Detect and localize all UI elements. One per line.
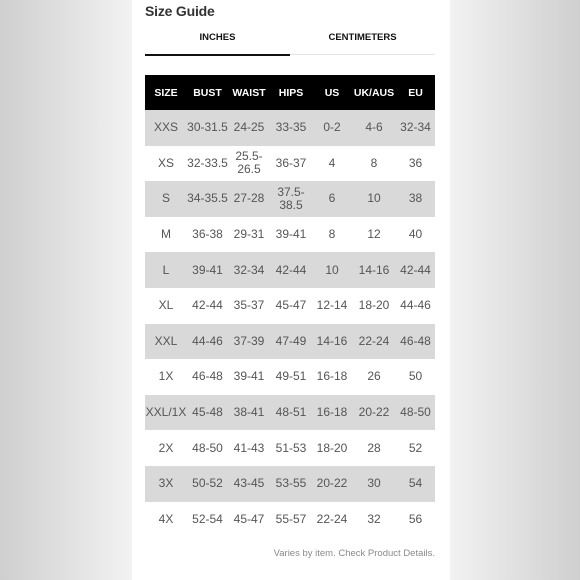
header-bust: BUST <box>187 75 228 110</box>
table-row <box>145 395 435 431</box>
cell-uk-aus: 20-22 <box>352 395 396 431</box>
cell-uk-aus: 14-16 <box>352 252 396 288</box>
cell-bust: 44-46 <box>187 324 228 360</box>
table-row <box>145 359 435 395</box>
cell-hips: 48-51 <box>270 395 312 431</box>
cell-size: 1X <box>158 369 174 384</box>
cell-eu: 36 <box>408 155 423 170</box>
background-left <box>0 0 132 580</box>
cell-us: 22-24 <box>316 511 348 526</box>
cell-hips: 39-41 <box>275 227 307 242</box>
table-row <box>145 502 435 538</box>
cell-waist: 37-39 <box>228 324 270 360</box>
cell-bust: 50-52 <box>187 466 228 502</box>
cell-eu: 54 <box>396 466 435 502</box>
cell-uk-aus: 12 <box>367 227 381 242</box>
cell-hips: 47-49 <box>270 324 312 360</box>
cell-size: 2X <box>158 440 174 455</box>
page-title: Size Guide <box>145 3 215 19</box>
cell-size: 3X <box>145 466 187 502</box>
cell-eu: 48-50 <box>396 395 435 431</box>
cell-size: M <box>161 227 171 242</box>
cell-size: L <box>145 252 187 288</box>
background-right <box>450 0 580 580</box>
cell-size: S <box>145 181 187 217</box>
footnote: Varies by item. Check Product Details. <box>273 548 435 559</box>
cell-hips: 53-55 <box>270 466 312 502</box>
cell-hips: 42-44 <box>270 252 312 288</box>
cell-hips: 37.5-38.5 <box>270 181 312 217</box>
cell-us: 6 <box>312 181 352 217</box>
table-header-row <box>145 75 435 110</box>
cell-waist: 25.5-26.5 <box>235 149 263 177</box>
cell-us: 8 <box>328 227 336 242</box>
cell-uk-aus: 4-6 <box>352 110 396 146</box>
cell-waist: 43-45 <box>228 466 270 502</box>
cell-us: 18-20 <box>316 440 348 455</box>
cell-hips: 55-57 <box>275 511 307 526</box>
cell-bust: 48-50 <box>192 440 223 455</box>
cell-uk-aus: 26 <box>367 369 381 384</box>
cell-hips: 49-51 <box>275 369 307 384</box>
cell-size: XXS <box>145 110 187 146</box>
cell-us: 14-16 <box>312 324 352 360</box>
header-uk-aus: UK/AUS <box>352 75 396 110</box>
cell-waist: 29-31 <box>233 227 265 242</box>
cell-eu: 56 <box>408 511 423 526</box>
cell-hips: 36-37 <box>275 155 307 170</box>
cell-bust: 30-31.5 <box>187 110 228 146</box>
cell-bust: 32-33.5 <box>187 155 228 170</box>
cell-eu: 52 <box>408 440 423 455</box>
cell-waist: 27-28 <box>228 181 270 217</box>
cell-size: XS <box>157 155 174 170</box>
size-table <box>145 75 435 537</box>
table-row <box>145 110 435 146</box>
cell-eu: 46-48 <box>396 324 435 360</box>
header-hips: HIPS <box>270 75 312 110</box>
header-us: US <box>312 75 352 110</box>
cell-waist: 24-25 <box>228 110 270 146</box>
cell-us: 16-18 <box>312 395 352 431</box>
cell-uk-aus: 18-20 <box>358 298 390 313</box>
cell-hips: 51-53 <box>275 440 307 455</box>
cell-eu: 50 <box>408 369 423 384</box>
table-row <box>145 252 435 288</box>
cell-uk-aus: 30 <box>352 466 396 502</box>
table-row <box>145 146 435 182</box>
cell-bust: 36-38 <box>192 227 223 242</box>
cell-size: 4X <box>158 511 174 526</box>
cell-us: 20-22 <box>312 466 352 502</box>
cell-us: 0-2 <box>312 110 352 146</box>
cell-waist: 39-41 <box>233 369 265 384</box>
cell-eu: 38 <box>396 181 435 217</box>
cell-size: XL <box>158 298 174 313</box>
cell-hips: 33-35 <box>270 110 312 146</box>
size-guide-panel <box>132 0 450 580</box>
cell-size: XXL/1X <box>145 395 187 431</box>
cell-bust: 45-48 <box>187 395 228 431</box>
cell-us: 12-14 <box>316 298 348 313</box>
table-body <box>145 110 435 537</box>
cell-bust: 42-44 <box>192 298 223 313</box>
tab-centimeters[interactable]: CENTIMETERS <box>328 32 397 43</box>
table-row <box>145 288 435 324</box>
cell-uk-aus: 22-24 <box>352 324 396 360</box>
cell-eu: 44-46 <box>400 298 431 313</box>
header-size: SIZE <box>145 75 187 110</box>
cell-hips: 45-47 <box>275 298 307 313</box>
cell-eu: 40 <box>408 227 423 242</box>
cell-bust: 52-54 <box>192 511 223 526</box>
header-eu: EU <box>396 75 435 110</box>
cell-waist: 41-43 <box>233 440 265 455</box>
cell-size: XXL <box>145 324 187 360</box>
cell-uk-aus: 10 <box>352 181 396 217</box>
header-waist: WAIST <box>228 75 270 110</box>
unit-tabs <box>145 28 435 55</box>
cell-waist: 38-41 <box>228 395 270 431</box>
cell-us: 16-18 <box>316 369 348 384</box>
cell-bust: 34-35.5 <box>187 181 228 217</box>
cell-eu: 42-44 <box>396 252 435 288</box>
cell-waist: 32-34 <box>228 252 270 288</box>
table-row <box>145 466 435 502</box>
cell-bust: 39-41 <box>187 252 228 288</box>
cell-us: 10 <box>312 252 352 288</box>
cell-waist: 35-37 <box>233 298 265 313</box>
tab-inches[interactable]: INCHES <box>145 28 290 54</box>
table-row <box>145 430 435 466</box>
table-row <box>145 181 435 217</box>
cell-eu: 32-34 <box>396 110 435 146</box>
cell-us: 4 <box>328 155 336 170</box>
table-row <box>145 324 435 360</box>
table-row <box>145 217 435 253</box>
cell-waist: 45-47 <box>233 511 265 526</box>
cell-uk-aus: 28 <box>367 440 381 455</box>
cell-uk-aus: 8 <box>370 155 378 170</box>
cell-uk-aus: 32 <box>367 511 381 526</box>
cell-bust: 46-48 <box>192 369 223 384</box>
